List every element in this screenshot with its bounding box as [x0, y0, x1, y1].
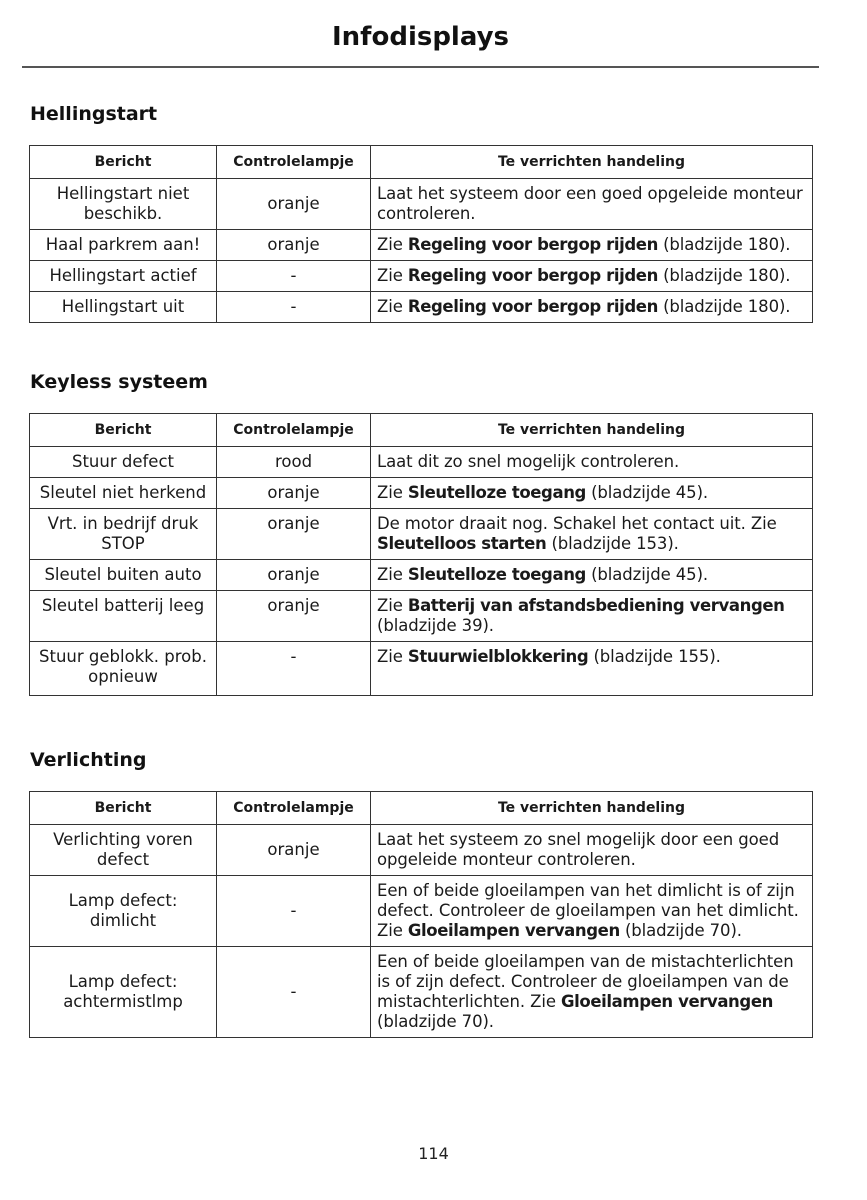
- cross-reference: Regeling voor bergop rijden: [407, 235, 658, 254]
- cell-handeling: [371, 292, 813, 323]
- cross-reference: Stuurwielblokkering: [407, 647, 589, 666]
- cell-lamp: oranje: [217, 478, 371, 509]
- cell-text-pre: Zie: [377, 565, 408, 584]
- table-row: [30, 509, 813, 560]
- cell-handeling: [371, 591, 813, 642]
- cell-lamp: -: [217, 642, 371, 696]
- cell-lamp: oranje: [217, 179, 371, 230]
- cell-lamp: -: [217, 947, 371, 1038]
- cell-text-post: (bladzijde 180).: [657, 266, 791, 285]
- cross-reference: Sleutelloos starten: [377, 534, 547, 553]
- table-row: [30, 876, 813, 947]
- page-header: [22, 0, 819, 68]
- cell-lamp: -: [217, 292, 371, 323]
- table-keyless: [29, 413, 813, 696]
- table-header-row: [30, 792, 813, 825]
- cell-bericht: Hellingstart niet beschikb.: [30, 179, 217, 230]
- cross-reference: Sleutelloze toegang: [407, 565, 586, 584]
- header-handeling: Te verrichten handeling: [371, 414, 813, 447]
- section-title-keyless: Keyless systeem: [30, 371, 208, 393]
- cell-handeling: Laat dit zo snel mogelijk controleren.: [371, 447, 813, 478]
- cell-lamp: oranje: [217, 825, 371, 876]
- cell-text-post: (bladzijde 70).: [377, 1012, 494, 1031]
- cross-reference: Sleutelloze toegang: [407, 483, 586, 502]
- cell-lamp: -: [217, 876, 371, 947]
- cell-text-post: (bladzijde 155).: [588, 647, 721, 666]
- cell-handeling: [371, 642, 813, 696]
- header-handeling: Te verrichten handeling: [371, 792, 813, 825]
- cell-text-pre: Zie: [377, 266, 408, 285]
- cell-text-post: (bladzijde 180).: [657, 297, 791, 316]
- cell-lamp: oranje: [217, 591, 371, 642]
- cell-text-pre: Zie: [377, 235, 408, 254]
- table-row: [30, 230, 813, 261]
- cell-handeling: Laat het systeem door een goed opgeleide monteur controleren.: [371, 179, 813, 230]
- cross-reference: Regeling voor bergop rijden: [407, 297, 658, 316]
- cell-bericht: Stuur geblokk. prob. opnieuw: [30, 642, 217, 696]
- cell-text-pre: Een of beide gloeilampen van het dimlicht is of zijn defect. Controleer de gloeilampen van het dimlicht. Zie: [377, 881, 799, 940]
- cell-handeling: Laat het systeem zo snel mogelijk door een goed opgeleide monteur controleren.: [371, 825, 813, 876]
- cell-handeling: [371, 947, 813, 1038]
- cell-bericht: Stuur defect: [30, 447, 217, 478]
- header-controlelampje: Controlelampje: [217, 146, 371, 179]
- header-bericht: Bericht: [30, 146, 217, 179]
- header-handeling: Te verrichten handeling: [371, 146, 813, 179]
- cell-text-pre: Zie: [377, 596, 408, 615]
- cell-handeling: [371, 261, 813, 292]
- cell-bericht: Hellingstart actief: [30, 261, 217, 292]
- cross-reference: Gloeilampen vervangen: [407, 921, 620, 940]
- cell-handeling: [371, 478, 813, 509]
- cell-text-post: (bladzijde 70).: [619, 921, 742, 940]
- header-controlelampje: Controlelampje: [217, 414, 371, 447]
- cell-lamp: oranje: [217, 509, 371, 560]
- header-controlelampje: Controlelampje: [217, 792, 371, 825]
- cell-handeling: [371, 509, 813, 560]
- cell-text-post: (bladzijde 45).: [585, 483, 709, 502]
- cell-bericht: Verlichting voren defect: [30, 825, 217, 876]
- header-bericht: Bericht: [30, 414, 217, 447]
- table-verlichting: [29, 791, 813, 1038]
- cell-lamp: oranje: [217, 230, 371, 261]
- table-row: [30, 447, 813, 478]
- header-bericht: Bericht: [30, 792, 217, 825]
- cell-handeling: [371, 876, 813, 947]
- cell-text-pre: Zie: [377, 297, 408, 316]
- table-row: [30, 642, 813, 696]
- cell-bericht: Sleutel niet herkend: [30, 478, 217, 509]
- cell-bericht: Lamp defect: dimlicht: [30, 876, 217, 947]
- cell-text-post: (bladzijde 153).: [546, 534, 679, 553]
- cell-bericht: Sleutel batterij leeg: [30, 591, 217, 642]
- table-row: [30, 292, 813, 323]
- cell-handeling: [371, 230, 813, 261]
- cell-bericht: Haal parkrem aan!: [30, 230, 217, 261]
- table-row: [30, 261, 813, 292]
- table-row: [30, 560, 813, 591]
- table-header-row: [30, 414, 813, 447]
- cross-reference: Batterij van afstandsbediening vervangen: [407, 596, 785, 615]
- page-number: 114: [418, 1144, 449, 1163]
- cell-text-pre: Zie: [377, 647, 408, 666]
- cell-text-post: (bladzijde 45).: [585, 565, 709, 584]
- cell-handeling: [371, 560, 813, 591]
- section-title-verlichting: Verlichting: [30, 749, 147, 771]
- cross-reference: Gloeilampen vervangen: [561, 992, 773, 1011]
- cell-lamp: oranje: [217, 560, 371, 591]
- cell-text-post: (bladzijde 39).: [377, 616, 494, 635]
- page-title: Infodisplays: [331, 22, 510, 52]
- cell-lamp: rood: [217, 447, 371, 478]
- table-header-row: [30, 146, 813, 179]
- cell-text-pre: Een of beide gloeilampen van de mistachterlichten is of zijn defect. Controleer de gloeilampen van de mistachterlichten. Zie: [377, 952, 794, 1011]
- cross-reference: Regeling voor bergop rijden: [407, 266, 658, 285]
- table-row: [30, 478, 813, 509]
- cell-bericht: Sleutel buiten auto: [30, 560, 217, 591]
- table-row: [30, 179, 813, 230]
- section-title-hellingstart: Hellingstart: [30, 103, 158, 125]
- table-row: [30, 825, 813, 876]
- cell-text-pre: De motor draait nog. Schakel het contact uit. Zie: [377, 514, 777, 533]
- table-row: [30, 591, 813, 642]
- cell-text-post: (bladzijde 180).: [657, 235, 791, 254]
- cell-bericht: Vrt. in bedrijf druk STOP: [30, 509, 217, 560]
- table-hellingstart: [29, 145, 813, 323]
- cell-lamp: -: [217, 261, 371, 292]
- cell-bericht: Lamp defect: achtermistlmp: [30, 947, 217, 1038]
- table-row: [30, 947, 813, 1038]
- cell-bericht: Hellingstart uit: [30, 292, 217, 323]
- cell-text-pre: Zie: [377, 483, 408, 502]
